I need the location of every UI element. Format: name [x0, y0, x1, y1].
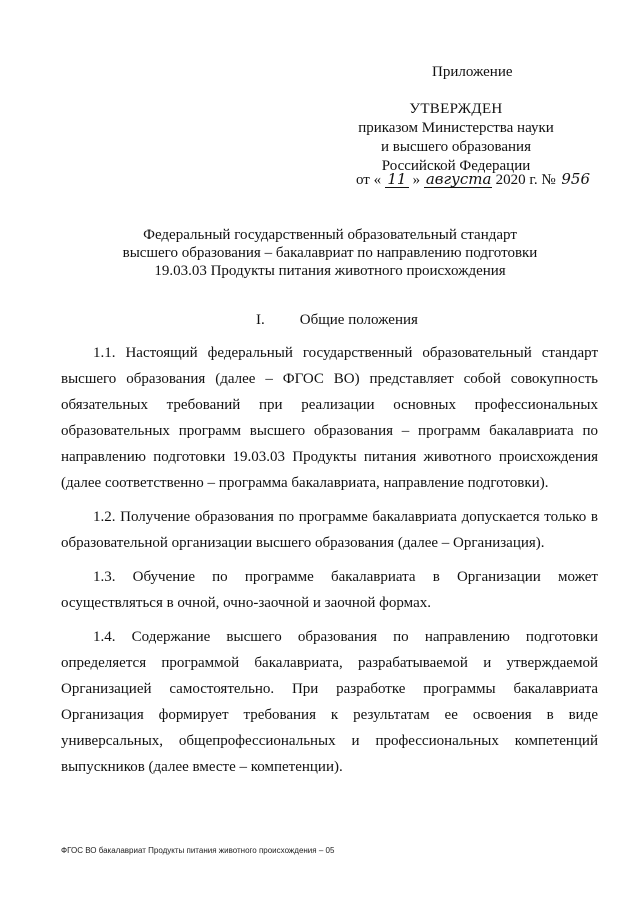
section-title: Общие положения: [299, 312, 418, 328]
order-number-handwritten: 956: [561, 170, 591, 188]
section-heading: [256, 312, 418, 329]
order-mid: »: [412, 172, 421, 188]
paragraph-1-2: 1.2. Получение образования по программе бакалавриата допускается только в образовательной организации высшего образования (далее – Организация).: [61, 509, 598, 551]
title-line: высшего образования – бакалавриат по направлению подготовки: [122, 245, 538, 261]
section-number: I.: [256, 312, 265, 328]
order-prefix: от «: [356, 172, 382, 188]
page-footer: ФГОС ВО бакалавриат Продукты питания животного происхождения – 05: [61, 846, 335, 855]
approval-block: [340, 100, 572, 176]
appendix-label: Приложение: [432, 64, 513, 80]
title-line: 19.03.03 Продукты питания животного происхождения: [154, 263, 506, 279]
paragraph-1-3: 1.3. Обучение по программе бакалавриата в Организации может осуществляться в очной, очно-заочной и заочной формах.: [61, 569, 598, 611]
order-month-handwritten: августа: [425, 170, 492, 188]
document-title: [90, 226, 570, 280]
order-year: 2020 г. №: [495, 172, 556, 188]
paragraph-1-1: 1.1. Настоящий федеральный государственный образовательный стандарт высшего образования (далее – ФГОС ВО) представляет собой совокупность обязательных требований при реализации основных профессиональных образовательных программ высшего образования – программ бакалавриата по направлению подготовки 19.03.03 Продукты питания животного происхождения (далее соответственно – программа бакалавриата, направление подготовки).: [61, 345, 598, 491]
approved-line: и высшего образования: [381, 139, 531, 155]
approved-title: УТВЕРЖДЕН: [409, 101, 503, 117]
approved-line: приказом Министерства науки: [358, 120, 554, 136]
order-date-line: [356, 171, 589, 189]
title-line: Федеральный государственный образовательный стандарт: [143, 227, 517, 243]
order-day-handwritten: 11: [385, 171, 409, 188]
approved-line: Российской Федерации: [381, 158, 531, 174]
paragraph-1-4: 1.4. Содержание высшего образования по направлению подготовки определяется программой бакалавриата, разрабатываемой и утверждаемой Организацией самостоятельно. При разработке программы бакалавриата Организация формирует требования к результатам ее освоения в виде универсальных, общепрофессиональных и профессиональных компетенций выпускников (далее вместе – компетенции).: [61, 629, 598, 775]
document-body: [61, 340, 598, 788]
